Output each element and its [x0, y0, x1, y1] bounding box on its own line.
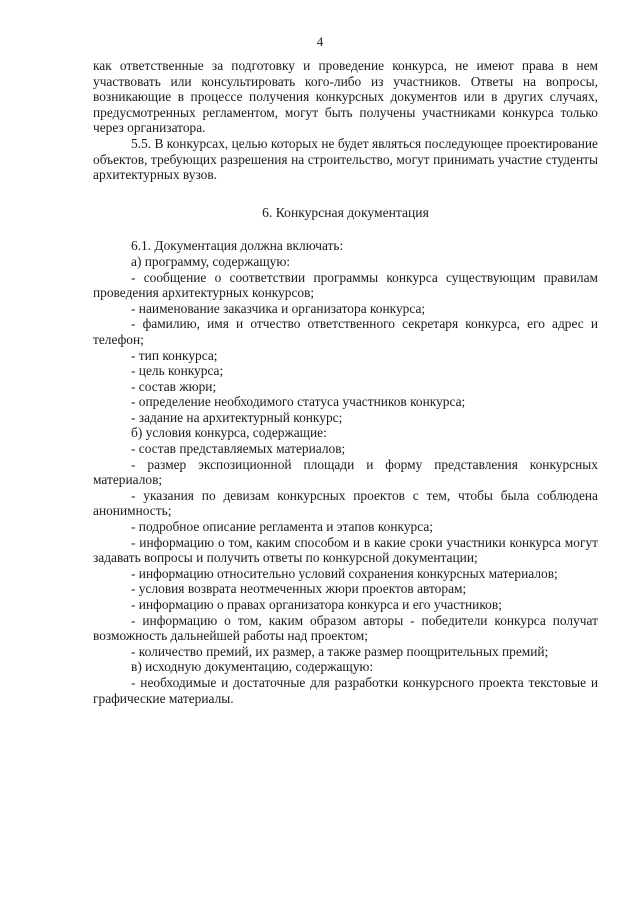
list-item: - задание на архитектурный конкурс;: [131, 409, 343, 425]
list-item: - подробное описание регламента и этапов конкурса;: [131, 519, 434, 535]
list-item: в) исходную документацию, содержащую:: [131, 659, 374, 675]
list-item: а) программу, содержащую:: [131, 253, 291, 269]
list-item: - условия возврата неотмеченных жюри проектов авторам;: [131, 581, 467, 597]
list-item: - информацию о правах организатора конкурса и его участников;: [131, 597, 502, 612]
page-number: 4: [316, 34, 324, 49]
list-item: - информацию относительно условий сохранения конкурсных материалов;: [131, 565, 558, 581]
section-heading: 6. Конкурсная документация: [262, 204, 429, 220]
documentation-list: [93, 254, 598, 706]
list-item: - цель конкурса;: [131, 363, 224, 379]
list-item: б) условия конкурса, содержащие:: [131, 425, 327, 441]
list-item: - состав жюри;: [131, 378, 217, 394]
list-item: - сообщение о соответствии программы конкурса существующим правилам проведения архитектурных конкурсов;: [93, 269, 598, 301]
list-item: - состав представляемых материалов;: [131, 441, 346, 457]
list-item: - информацию о том, каким образом авторы - победители конкурса получат возможность дальнейшей работы над проектом;: [93, 612, 598, 644]
list-item: - количество премий, их размер, а также размер поощрительных премий;: [131, 643, 549, 659]
list-item: - определение необходимого статуса участников конкурса;: [131, 394, 466, 410]
list-item: - наименование заказчика и организатора конкурса;: [131, 300, 426, 316]
paragraph-continuation: как ответственные за подготовку и проведение конкурса, не имеют права в нем участвовать или консультировать кого-либо из участников. Ответы на вопросы, возникающие в процессе получения конкурсных документов или в других случаях, предусмотренных регламентом, могут быть получены участниками конкурса только через организатора.: [93, 58, 598, 136]
list-item: - информацию о том, каким способом и в какие сроки участники конкурса могут задавать вопросы и получить ответы по конкурсной документации;: [93, 534, 598, 566]
list-item: - необходимые и достаточные для разработки конкурсного проекта текстовые и графические материалы.: [93, 674, 598, 706]
list-item: - фамилию, имя и отчество ответственного секретаря конкурса, его адрес и телефон;: [93, 316, 598, 347]
list-item: - размер экспозиционной площади и форму представления конкурсных материалов;: [93, 456, 598, 488]
list-item: - тип конкурса;: [131, 347, 218, 363]
page-content: [93, 58, 598, 706]
list-item: - указания по девизам конкурсных проектов с тем, чтобы была соблюдена анонимность;: [93, 487, 598, 519]
section-intro: 6.1. Документация должна включать:: [131, 238, 344, 254]
paragraph-5-5: 5.5. В конкурсах, целью которых не будет являться последующее проектирование объектов, требующих разрешения на строительство, могут принимать участие студенты архитектурных вузов.: [93, 135, 598, 183]
